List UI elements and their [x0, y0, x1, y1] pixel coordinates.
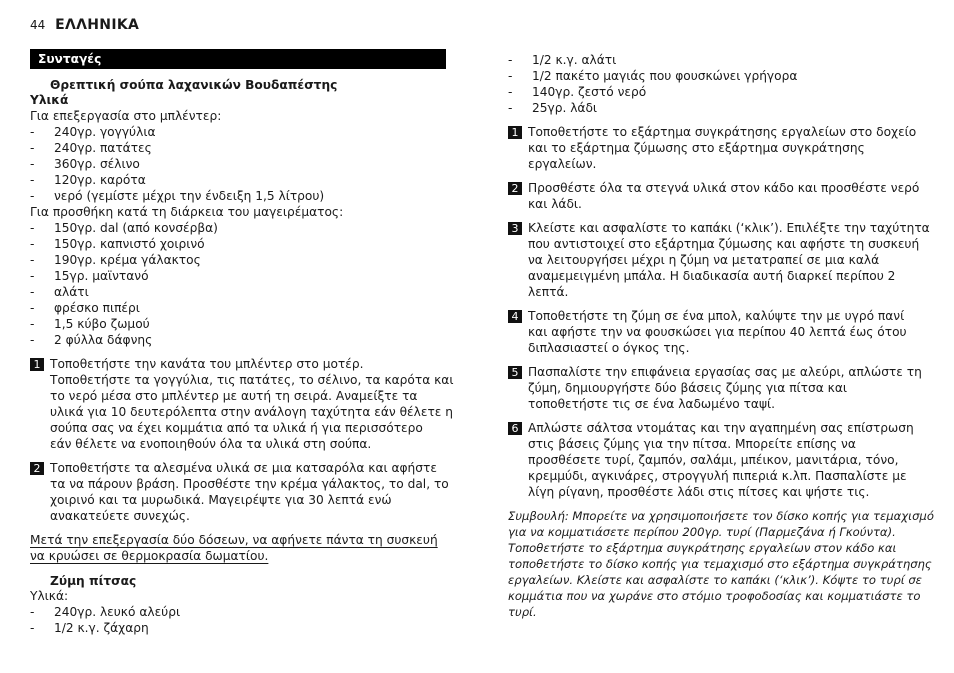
- step-text-line: εάν θέλετε να ενοποιηθούν όλα τα υλικά στη σούπα.: [50, 437, 372, 451]
- page-number: 44: [30, 18, 46, 32]
- tip-line: για να κομματιάσετε περίπου 200γρ. τυρί (Παρμεζάνα ή Γκούντα).: [508, 525, 896, 539]
- step-text-line: Τοποθετήστε το εξάρτημα συγκράτησης εργαλείων στο δοχείο: [528, 125, 917, 139]
- warning-note: [30, 532, 438, 564]
- step-text-line: σούπα σας να έχει κομμάτια από τα υλικά ή για περισσότερο: [50, 421, 423, 435]
- step-text-line: αναμεμειγμένη μπάλα. Η διαδικασία αυτή διαρκεί περίπου 2: [528, 269, 896, 283]
- tip-line: τυρί.: [508, 605, 537, 619]
- step-text: [30, 460, 449, 524]
- tip-line: Συμβουλή: Μπορείτε να χρησιμοποιήσετε τον δίσκο κοπής για τεμαχισμό: [508, 509, 934, 523]
- warning-line: να κρυώσει σε θερμοκρασία δωματίου.: [30, 549, 269, 563]
- step-text-line: Τοποθετήστε τα αλεσμένα υλικά σε μια κατσαρόλα και αφήστε: [50, 461, 437, 475]
- soup-step-1: [30, 356, 454, 452]
- list-item: - φρέσκο πιπέρι: [30, 300, 218, 316]
- step-number-badge: 1: [508, 126, 522, 139]
- list-item: - 190γρ. κρέμα γάλακτος: [30, 252, 218, 268]
- list-item: - 25γρ. λάδι: [508, 100, 797, 116]
- step-number-badge: 2: [508, 182, 522, 195]
- step-text-line: διπλασιαστεί ο όγκος της.: [528, 341, 690, 355]
- tip-line: εργαλείων. Κλείστε και ασφαλίστε το καπάκι (‘κλικ’). Κόψτε το τυρί σε: [508, 573, 922, 587]
- list-item: - αλάτι: [30, 284, 218, 300]
- step-text: [30, 356, 454, 452]
- step-text-line: χοιρινό και τα μυρωδικά. Μαγειρέψτε για 30 λεπτά ενώ: [50, 493, 392, 507]
- cooking-ingredient-list: [30, 220, 218, 348]
- list-item: - 1/2 κ.γ. ζάχαρη: [30, 620, 180, 636]
- step-text: [508, 420, 926, 500]
- list-item: - 15γρ. μαϊντανό: [30, 268, 218, 284]
- language-heading: ΕΛΛΗΝΙΚΑ: [55, 17, 140, 33]
- step-text-line: εργαλείων.: [528, 157, 597, 171]
- pizza-ingredient-list-left: [30, 604, 180, 636]
- step-text: [508, 124, 926, 172]
- pizza-step-3: [508, 220, 930, 300]
- step-text-line: λίγη ρίγανη, προσθέστε λάδι στις πίτσες και ψήστε τις.: [528, 485, 870, 499]
- step-text: [508, 220, 930, 300]
- pizza-step-6: [508, 420, 926, 500]
- pizza-step-2: [508, 180, 926, 212]
- step-text-line: και το εξάρτημα ζύμωσης στο εξάρτημα συγκράτησης: [528, 141, 865, 155]
- soup-title: Θρεπτική σούπα λαχανικών Βουδαπέστης: [50, 78, 338, 92]
- step-text-line: τοποθετήστε τις σε ένα λαδωμένο ταψί.: [528, 397, 775, 411]
- step-text: [508, 308, 926, 356]
- step-text-line: που αντιστοιχεί στο εξάρτημα ζύμωσης και αφήστε τη συσκευή: [528, 237, 920, 251]
- blender-ingredient-list: [30, 124, 324, 204]
- tip-line: Τοποθετήστε το εξάρτημα συγκράτησης εργαλείων στον κάδο και: [508, 541, 897, 555]
- section-title-bar: Συνταγές: [30, 49, 446, 69]
- step-number-badge: 5: [508, 366, 522, 379]
- list-item: - 240γρ. γογγύλια: [30, 124, 324, 140]
- list-item: - νερό (γεμίστε μέχρι την ένδειξη 1,5 λίτρου): [30, 188, 324, 204]
- list-item: - 240γρ. λευκό αλεύρι: [30, 604, 180, 620]
- step-number-badge: 6: [508, 422, 522, 435]
- list-item: - 1/2 κ.γ. αλάτι: [508, 52, 797, 68]
- list-item: - 120γρ. καρότα: [30, 172, 324, 188]
- step-text-line: τα να πάρουν βράση. Προσθέστε την κρέμα γάλακτος, το dal, το: [50, 477, 449, 491]
- page-header: [30, 17, 139, 33]
- list-item: - 2 φύλλα δάφνης: [30, 332, 218, 348]
- list-item: - 240γρ. πατάτες: [30, 140, 324, 156]
- step-text-line: προσθέσετε τυρί, ζαμπόν, σαλάμι, μπέικον, μανιτάρια, τόνο,: [528, 453, 899, 467]
- step-text-line: Πασπαλίστε την επιφάνεια εργασίας σας με αλεύρι, απλώστε τη: [528, 365, 922, 379]
- step-text: [508, 364, 926, 412]
- list-item: - 150γρ. καπνιστό χοιρινό: [30, 236, 218, 252]
- step-text-line: Κλείστε και ασφαλίστε το καπάκι (‘κλικ’). Επιλέξτε την ταχύτητα: [528, 221, 930, 235]
- step-number-badge: 4: [508, 310, 522, 323]
- step-text-line: Τοποθετήστε τα γογγύλια, τις πατάτες, το σέλινο, τα καρότα και: [50, 373, 454, 387]
- pizza-step-4: [508, 308, 926, 356]
- step-text-line: κρεμμύδι, αγκινάρες, στρογγυλή πιπεριά κ.λπ. Πασπαλίστε με: [528, 469, 907, 483]
- list-item: - 1,5 κύβο ζωμού: [30, 316, 218, 332]
- step-text-line: να λειτουργήσει μέχρι η ζύμη να μετατραπεί σε μια καλά: [528, 253, 880, 267]
- pizza-step-1: [508, 124, 926, 172]
- step-text-line: Τοποθετήστε τη ζύμη σε ένα μπολ, καλύψτε την με υγρό πανί: [528, 309, 905, 323]
- step-text-line: και αφήστε την να φουσκώσει για περίπου 40 λεπτά έως ότου: [528, 325, 907, 339]
- step-text-line: υλικά για 10 δευτερόλεπτα στην ανάλογη ταχύτητα εάν θέλετε η: [50, 405, 453, 419]
- step-number-badge: 2: [30, 462, 44, 475]
- pizza-step-5: [508, 364, 926, 412]
- list-item: - 1/2 πακέτο μαγιάς που φουσκώνει γρήγορα: [508, 68, 797, 84]
- tip-note: [508, 508, 934, 620]
- list-item: - 140γρ. ζεστό νερό: [508, 84, 797, 100]
- step-number-badge: 3: [508, 222, 522, 235]
- step-text-line: Τοποθετήστε την κανάτα του μπλέντερ στο μοτέρ.: [50, 357, 364, 371]
- pizza-ingredient-list-right: [508, 52, 797, 116]
- warning-line: Μετά την επεξεργασία δύο δόσεων, να αφήνετε πάντα τη συσκευή: [30, 533, 438, 547]
- step-text-line: Απλώστε σάλτσα ντομάτας και την αγαπημένη σας επίστρωση: [528, 421, 914, 435]
- list-item: - 360γρ. σέλινο: [30, 156, 324, 172]
- step-number-badge: 1: [30, 358, 44, 371]
- soup-step-2: [30, 460, 449, 524]
- cooking-label: Για προσθήκη κατά τη διάρκεια του μαγειρέματος:: [30, 205, 344, 219]
- soup-ingredients-heading: Υλικά: [30, 93, 69, 107]
- tip-line: κομμάτια που να χωράνε στο στόμιο τροφοδοσίας και κομματιάστε το: [508, 589, 921, 603]
- step-text-line: και λάδι.: [528, 197, 582, 211]
- step-text-line: Προσθέστε όλα τα στεγνά υλικά στον κάδο και προσθέστε νερό: [528, 181, 920, 195]
- pizza-ingredients-label: Υλικά:: [30, 589, 69, 603]
- list-item: - 150γρ. dal (από κονσέρβα): [30, 220, 218, 236]
- step-text-line: ανακατεύετε συνεχώς.: [50, 509, 190, 523]
- step-text-line: ζύμη, δημιουργήστε δύο βάσεις ζύμης για πίτσα και: [528, 381, 847, 395]
- step-text: [508, 180, 926, 212]
- step-text-line: στις βάσεις ζύμης για την πίτσα. Μπορείτε επίσης να: [528, 437, 856, 451]
- step-text-line: λεπτά.: [528, 285, 569, 299]
- blender-label: Για επεξεργασία στο μπλέντερ:: [30, 109, 222, 123]
- pizza-title: Ζύμη πίτσας: [50, 574, 137, 588]
- tip-line: τοποθετήστε το δίσκο κοπής για τεμαχισμό στο εξάρτημα συγκράτησης: [508, 557, 932, 571]
- step-text-line: το νερό μέσα στο μπλέντερ με αυτή τη σειρά. Αναμείξτε τα: [50, 389, 418, 403]
